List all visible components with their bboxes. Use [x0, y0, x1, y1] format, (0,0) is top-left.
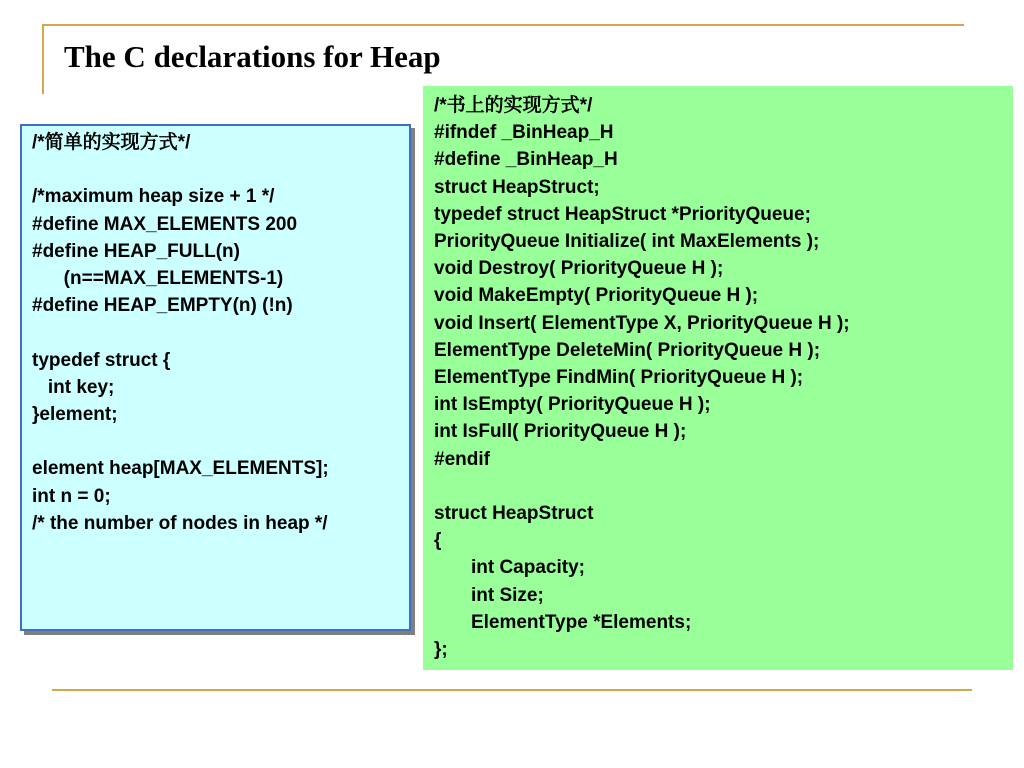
book-implementation-code: /*书上的实现方式*/ #ifndef _BinHeap_H #define _BinHeap_H struct HeapStruct; typedef struct HeapStruct *PriorityQueue; PriorityQueue Initialize( int MaxElements ); void Destroy( PriorityQueue H ); void MakeEmpty( PriorityQueue H ); void Insert( ElementType X, PriorityQueue H ); ElementType DeleteMin( PriorityQueue H ); ElementType FindMin( PriorityQueue H ); int IsEmpty( PriorityQueue H ); int IsFull( PriorityQueue H ); #endif struct HeapStruct { int Capacity; int Size; ElementType *Elements; }; [434, 95, 850, 661]
book-implementation-box [423, 86, 1013, 670]
slide-title: The C declarations for Heap [64, 39, 441, 74]
bottom-rule [52, 689, 972, 691]
simple-implementation-code: /*简单的实现方式*/ /*maximum heap size + 1 */ #define MAX_ELEMENTS 200 #define HEAP_FULL(n) (n==MAX_ELEMENTS-1) #define HEAP_EMPTY(n) (!n) typedef struct { int key; }element; element heap[MAX_ELEMENTS]; int n = 0; /* the number of nodes in heap */ [32, 132, 329, 534]
top-rule [42, 24, 964, 26]
simple-implementation-box [20, 124, 411, 631]
left-rule [42, 24, 44, 94]
